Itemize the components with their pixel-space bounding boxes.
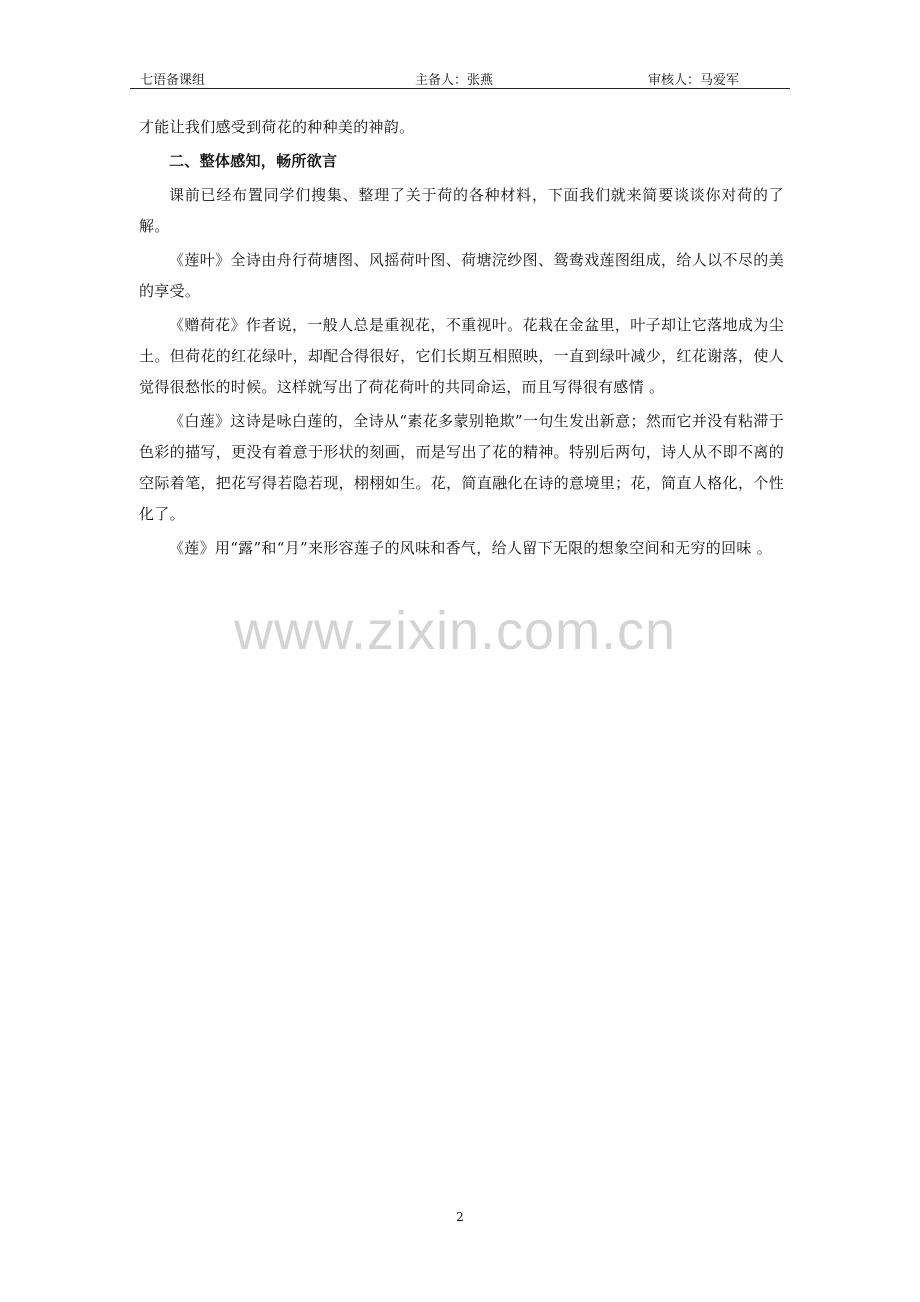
body-text [139, 112, 784, 567]
paragraph-continuation: 才能让我们感受到荷花的种种美的神韵。 [139, 118, 415, 136]
page-header [130, 66, 790, 89]
section-heading: 二、整体感知，畅所欲言 [169, 152, 338, 170]
paragraph-lian: 《莲》用“露”和“月”来形容莲子的风味和香气，给人留下无限的想象空间和无穷的回味 。 [169, 539, 773, 557]
paragraph-zenghehua: 《赠荷花》作者说，一般人总是重视花，不重视叶。花栽在金盆里，叶子却让它落地成为尘土。但荷花的红花绿叶，却配合得很好，它们长期互相照映，一直到绿叶减少，红花谢落，使人觉得很愁怅的时候。这样就写出了荷花荷叶的共同命运，而且写得很有感情 。 [139, 316, 784, 396]
paragraph-bailian: 《白莲》这诗是咏白莲的，全诗从“素花多蒙别艳欺”一句生发出新意；然而它并没有粘滞于色彩的描写，更没有着意于形状的刻画，而是写出了花的精神。特别后两句，诗人从不即不离的空际着笔，把花写得若隐若现，栩栩如生。花，简直融化在诗的意境里；花，简直人格化，个性化了。 [139, 412, 784, 523]
header-group-name: 七语备课组 [140, 73, 206, 88]
paragraph-intro: 课前已经布置同学们搜集、整理了关于荷的各种材料，下面我们就来简要谈谈你对荷的了解。 [139, 186, 784, 235]
header-reviewer: 审核人：马爱军 [648, 73, 740, 88]
watermark: www.zixin.com.cn [234, 601, 677, 661]
paragraph-lianye: 《莲叶》全诗由舟行荷塘图、风摇荷叶图、荷塘浣纱图、鸳鸯戏莲图组成，给人以不尽的美的享受。 [139, 251, 784, 300]
header-preparer: 主备人：张燕 [415, 73, 494, 88]
page-number: 2 [456, 1210, 464, 1224]
